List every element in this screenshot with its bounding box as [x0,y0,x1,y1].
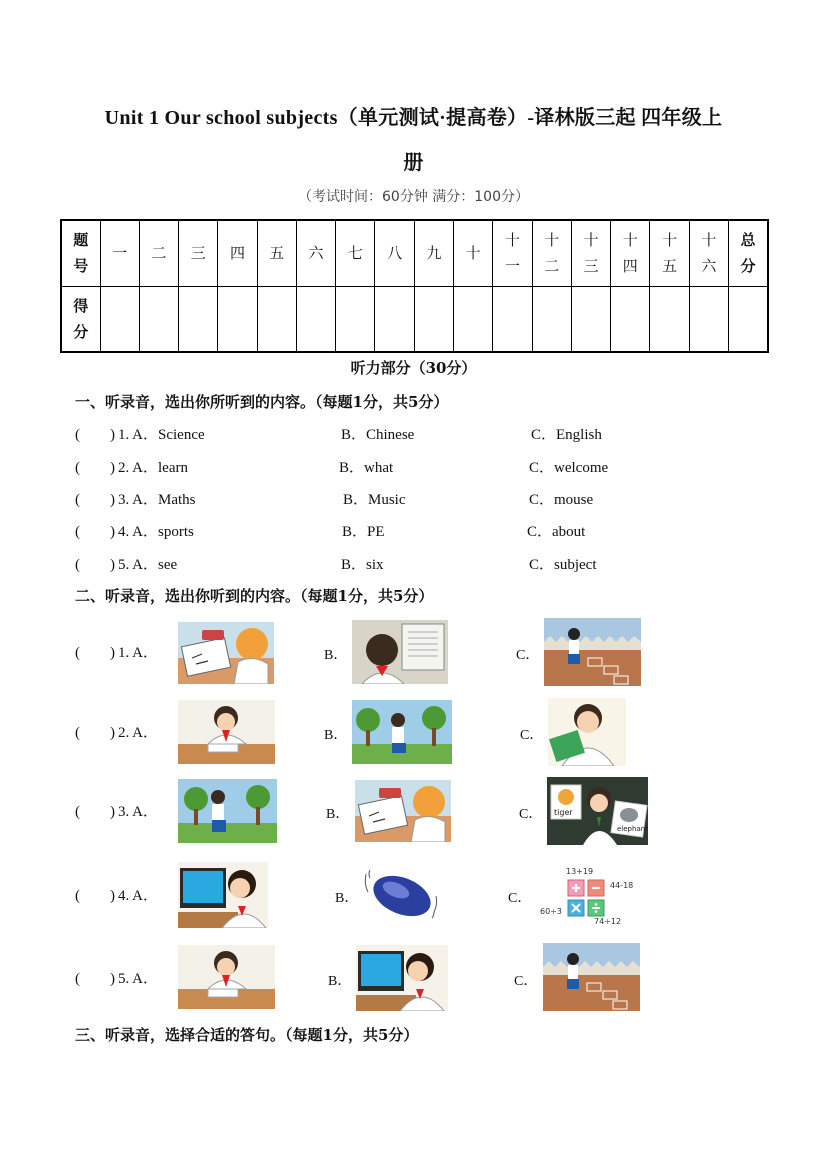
option-a: 4. A．sports [118,524,194,540]
score-col-13: 十 三 [571,220,610,286]
score-col-8: 八 [375,220,414,286]
score-table-label-score: 得 分 [61,286,100,352]
math-number-3: 60÷3 [540,907,562,916]
option-c: C．English [531,427,602,443]
math-number-1: 13+19 [566,867,594,876]
score-cell[interactable] [689,286,728,352]
option-c: C．welcome [529,460,609,476]
option-a: 4. A． [118,888,159,904]
score-cell-total[interactable] [729,286,769,352]
option-a: 2. A． [118,725,159,741]
option-a: 1. A． [118,645,159,661]
score-col-14: 十 四 [611,220,650,286]
option-b: B． [324,728,348,743]
boy-writing-picture [178,700,275,764]
answer-blank[interactable]: ( ) [75,971,115,987]
writing-desk-picture-2 [355,780,451,842]
option-a: 3. A．Maths [118,492,196,508]
boy-reading-picture [548,698,626,766]
option-a: 5. A．see [118,557,178,573]
answer-blank[interactable]: ( ) [75,524,115,540]
score-col-1: 一 [100,220,139,286]
score-cell[interactable] [571,286,610,352]
writing-desk-picture [178,622,274,684]
score-cell[interactable] [493,286,532,352]
score-cell[interactable] [454,286,493,352]
option-a: 3. A． [118,804,159,820]
option-a: 5. A． [118,971,159,987]
score-col-7: 七 [336,220,375,286]
score-cell[interactable] [257,286,296,352]
girl-computer-picture [178,862,268,928]
playground-girl-picture-2 [543,943,640,1011]
listening-heading: 听力部分（30分） [350,359,477,377]
option-c: C．subject [529,557,597,573]
option-c: C． [514,974,538,989]
elephant-card-label: elephant [617,825,648,833]
option-c: C． [516,648,540,663]
boy-writing-picture-2 [178,945,275,1009]
document-title-line2: 册 [403,152,424,174]
score-cell[interactable] [650,286,689,352]
option-b: B．what [339,460,394,476]
score-col-6: 六 [296,220,335,286]
score-col-16: 十 六 [689,220,728,286]
score-col-total: 总 分 [729,220,769,286]
answer-blank[interactable]: ( ) [75,427,115,443]
score-cell[interactable] [218,286,257,352]
computer-mouse-picture [362,864,442,926]
math-number-2: 44-18 [610,881,634,890]
answer-blank[interactable]: ( ) [75,804,115,820]
score-col-9: 九 [414,220,453,286]
boy-park-picture [178,779,277,843]
score-cell[interactable] [179,286,218,352]
score-cell[interactable] [336,286,375,352]
score-col-12: 十 二 [532,220,571,286]
answer-blank[interactable]: ( ) [75,492,115,508]
score-cell[interactable] [296,286,335,352]
option-c: C． [520,728,544,743]
teacher-animal-cards-picture [547,777,648,845]
girl-computer-picture-2 [356,945,448,1011]
exam-info: （考试时间：60分钟 满分：100分） [298,189,529,205]
score-col-10: 十 [454,220,493,286]
option-b: B． [324,648,348,663]
score-table-score-row [61,286,768,352]
option-b: B． [326,807,350,822]
option-b: B．Chinese [341,427,415,443]
option-b: B． [328,974,352,989]
option-c: C．mouse [529,492,594,508]
score-cell[interactable] [611,286,650,352]
option-a: 2. A．learn [118,460,188,476]
score-col-3: 三 [179,220,218,286]
score-cell[interactable] [532,286,571,352]
option-b: B．PE [342,524,385,540]
document-title-line1: Unit 1 Our school subjects（单元测试·提高卷）-译林版三起 四年级上 [104,107,723,129]
score-cell[interactable] [100,286,139,352]
option-b: B．Music [343,492,406,508]
option-c: C．about [527,524,586,540]
score-table-label-question: 题 号 [61,220,100,286]
option-b: B． [335,891,359,906]
section1-heading: 一、听录音，选出你所听到的内容。（每题1分，共5分） [75,393,449,411]
score-table [60,219,769,353]
tiger-card-label: tiger [554,808,573,817]
score-cell[interactable] [139,286,178,352]
score-col-15: 十 五 [650,220,689,286]
score-col-5: 五 [257,220,296,286]
answer-blank[interactable]: ( ) [75,460,115,476]
math-symbols-picture [538,862,640,928]
option-a: 1. A．Science [118,427,205,443]
section3-heading: 三、听录音，选择合适的答句。（每题1分，共5分） [75,1026,419,1044]
score-cell[interactable] [375,286,414,352]
answer-blank[interactable]: ( ) [75,645,115,661]
option-b: B．six [341,557,384,573]
section2-heading: 二、听录音，选出你听到的内容。（每题1分，共5分） [75,587,434,605]
score-table-header-row [61,220,768,286]
math-number-4: 74÷12 [594,917,622,926]
boy-outdoors-picture [352,700,452,764]
score-col-2: 二 [139,220,178,286]
score-cell[interactable] [414,286,453,352]
playground-girl-picture [544,618,641,686]
option-c: C． [519,807,543,822]
answer-blank[interactable]: ( ) [75,725,115,741]
student-board-picture [352,620,448,684]
answer-blank[interactable]: ( ) [75,557,115,573]
score-col-11: 十 一 [493,220,532,286]
option-c: C． [508,891,532,906]
score-col-4: 四 [218,220,257,286]
answer-blank[interactable]: ( ) [75,888,115,904]
